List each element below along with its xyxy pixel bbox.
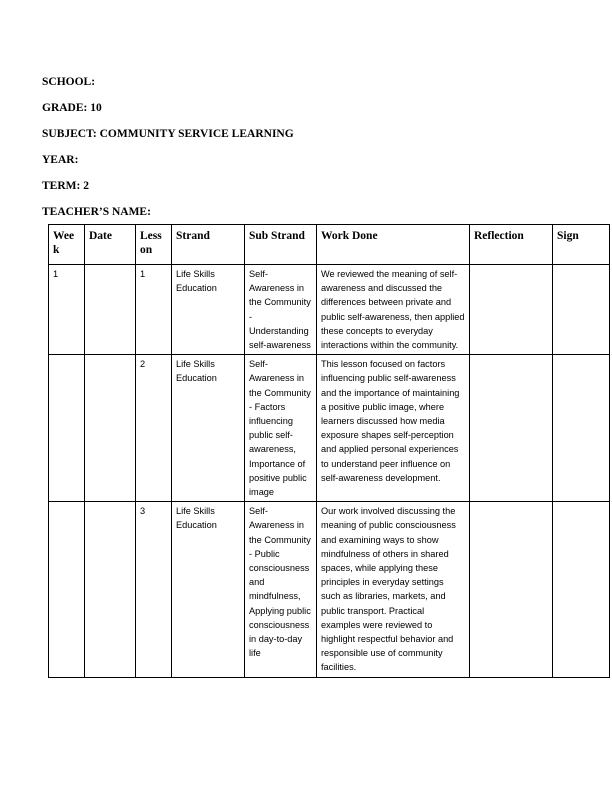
table-row [49, 355, 610, 502]
record-of-work-table [48, 224, 610, 678]
table-row [49, 265, 610, 355]
cell-sign [553, 502, 610, 677]
term-label: TERM: 2 [42, 180, 89, 192]
cell-work-done: We reviewed the meaning of self-awareness and discussed the differences between private and public self-awareness, then applied these concepts to everyday interactions within the community. [317, 265, 470, 355]
cell-date [85, 502, 136, 677]
school-label: SCHOOL: [42, 76, 96, 88]
cell-reflection [470, 355, 553, 502]
cell-sub-strand: Self-Awareness in the Community - Understanding self-awareness [245, 265, 317, 355]
cell-strand: Life Skills Education [172, 265, 245, 355]
cell-week [49, 502, 85, 677]
cell-sub-strand: Self-Awareness in the Community - Public consciousness and mindfulness, Applying public consciousness in day-to-day life [245, 502, 317, 677]
header-reflection: Reflection [470, 225, 553, 265]
cell-week [49, 355, 85, 502]
cell-lesson: 2 [136, 355, 172, 502]
teacher-name-label: TEACHER’S NAME: [42, 206, 151, 218]
cell-date [85, 355, 136, 502]
table-row [49, 502, 610, 677]
cell-week: 1 [49, 265, 85, 355]
grade-label: GRADE: 10 [42, 102, 102, 114]
year-label: YEAR: [42, 154, 79, 166]
cell-lesson: 1 [136, 265, 172, 355]
subject-label: SUBJECT: COMMUNITY SERVICE LEARNING [42, 128, 294, 140]
header-sub-strand: Sub Strand [245, 225, 317, 265]
cell-lesson: 3 [136, 502, 172, 677]
cell-reflection [470, 265, 553, 355]
cell-sign [553, 265, 610, 355]
cell-sign [553, 355, 610, 502]
table-header-row [49, 225, 610, 265]
cell-strand: Life Skills Education [172, 355, 245, 502]
cell-work-done: This lesson focused on factors influencing public self-awareness and the importance of maintaining a positive public image, where learners discussed how media exposure shapes self-perception and applied personal experiences to understand peer influence on self-awareness development. [317, 355, 470, 502]
cell-reflection [470, 502, 553, 677]
header-week: Week [49, 225, 85, 265]
header-work-done: Work Done [317, 225, 470, 265]
cell-date [85, 265, 136, 355]
cell-strand: Life Skills Education [172, 502, 245, 677]
header-sign: Sign [553, 225, 610, 265]
cell-work-done: Our work involved discussing the meaning of public consciousness and examining ways to show mindfulness of others in shared spaces, while applying these principles in everyday settings such as libraries, markets, and public transport. Practical examples were reviewed to highlight respectful behavior and responsible use of community facilities. [317, 502, 470, 677]
header-strand: Strand [172, 225, 245, 265]
header-lesson: Lesson [136, 225, 172, 265]
header-date: Date [85, 225, 136, 265]
cell-sub-strand: Self-Awareness in the Community - Factors influencing public self-awareness, Importance of positive public image [245, 355, 317, 502]
